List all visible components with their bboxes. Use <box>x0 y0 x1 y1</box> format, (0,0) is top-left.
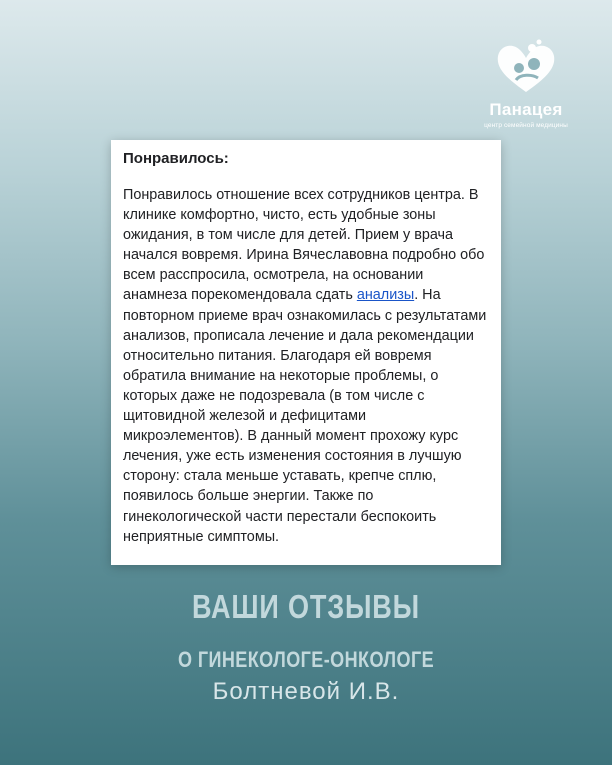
heart-people-icon <box>476 38 576 98</box>
review-text <box>123 185 489 547</box>
doctor-name: Болтневой И.В. <box>212 678 400 705</box>
clinic-logo <box>476 38 576 133</box>
review-title: Понравилось: <box>123 150 229 167</box>
review-card <box>111 140 501 565</box>
headline-sub: О ГИНЕКОЛОГЕ-ОНКОЛОГЕ <box>177 647 435 672</box>
tests-link[interactable]: анализы <box>356 287 415 304</box>
headline-main: ВАШИ ОТЗЫВЫ <box>192 588 420 625</box>
review-text-part-1: Понравилось отношение всех сотрудников центра. В клинике комфортно, чисто, есть удобные зоны ожидания, в том числе для детей. Прием у врача начался вовремя. Ирина Вячеславовна подробно обо всем расспросила, осмотрела, на основании анамнеза порекомендовала сдать <box>123 187 485 304</box>
clinic-name: Панацея <box>489 100 563 119</box>
review-text-part-2: . На повторном приеме врач ознакомилась с результатами анализов, прописала лечение и дала рекомендации относительно питания. Благодаря ей вовремя обратила внимание на некоторые проблемы, о которых даже не подозревала (в том числе с щитовидной железой и дефицитами микроэлементов). В данный момент прохожу курс лечения, уже есть изменения состояния в лучшую сторону: стала меньше уставать, крепче сплю, появилось больше энергии. Также по гинекологической части перестали беспокоить неприятные симптомы. <box>123 287 487 545</box>
clinic-tagline: центр семейной медицины <box>484 122 568 129</box>
